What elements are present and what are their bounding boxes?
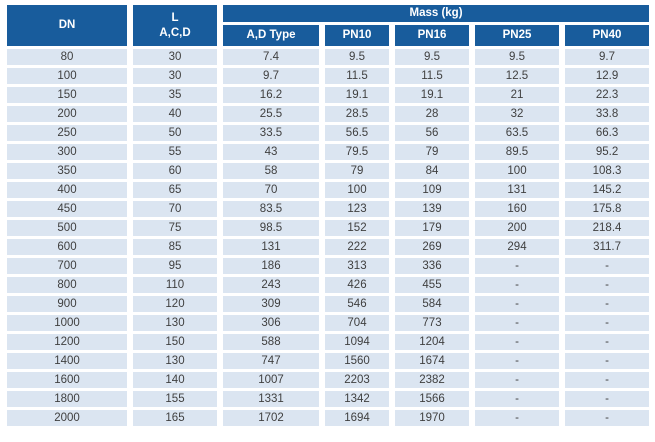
table-row [7,49,649,65]
table-cell: 588 [223,334,319,350]
table-cell: 83.5 [223,201,319,217]
mass-table-body [7,49,649,426]
table-cell: 600 [7,239,127,255]
table-cell: 1200 [7,334,127,350]
table-cell: - [475,334,559,350]
table-cell: 152 [325,220,389,236]
table-row [7,334,649,350]
table-row [7,391,649,407]
table-cell: 160 [475,201,559,217]
table-cell: 22.3 [565,87,649,103]
table-cell: 155 [133,391,217,407]
table-row [7,125,649,141]
table-row [7,87,649,103]
table-cell: 186 [223,258,319,274]
table-cell: 139 [395,201,469,217]
col-header-l-acd [133,5,217,46]
table-cell: 9.5 [395,49,469,65]
table-cell: 50 [133,125,217,141]
table-cell: 25.5 [223,106,319,122]
table-row [7,68,649,84]
table-cell: 60 [133,163,217,179]
table-cell: 7.4 [223,49,319,65]
table-cell: - [475,258,559,274]
table-cell: 80 [7,49,127,65]
table-cell: 1800 [7,391,127,407]
table-row [7,163,649,179]
table-cell: 12.5 [475,68,559,84]
table-cell: 350 [7,163,127,179]
table-cell: 131 [223,239,319,255]
table-cell: 1566 [395,391,469,407]
table-cell: 309 [223,296,319,312]
table-cell: 426 [325,277,389,293]
table-cell: - [565,277,649,293]
table-cell: 218.4 [565,220,649,236]
table-cell: 455 [395,277,469,293]
table-cell: 89.5 [475,144,559,160]
table-cell: 1204 [395,334,469,350]
table-row [7,296,649,312]
table-cell: 179 [395,220,469,236]
table-cell: 9.5 [475,49,559,65]
table-cell: 704 [325,315,389,331]
table-cell: 100 [7,68,127,84]
table-row [7,144,649,160]
table-cell: 65 [133,182,217,198]
table-cell: 19.1 [395,87,469,103]
table-cell: - [565,372,649,388]
table-cell: 123 [325,201,389,217]
table-cell: 55 [133,144,217,160]
table-cell: 1694 [325,410,389,426]
table-cell: 108.3 [565,163,649,179]
table-cell: 313 [325,258,389,274]
table-cell: - [475,296,559,312]
table-cell: 130 [133,315,217,331]
table-cell: 84 [395,163,469,179]
table-cell: 56.5 [325,125,389,141]
table-row [7,106,649,122]
table-cell: 30 [133,68,217,84]
table-cell: 250 [7,125,127,141]
table-cell: - [475,353,559,369]
table-cell: 2000 [7,410,127,426]
table-cell: 1674 [395,353,469,369]
table-cell: 43 [223,144,319,160]
table-cell: 400 [7,182,127,198]
table-cell: 1000 [7,315,127,331]
table-cell: 95.2 [565,144,649,160]
table-cell: 40 [133,106,217,122]
table-cell: - [565,315,649,331]
table-cell: 1094 [325,334,389,350]
table-cell: 11.5 [325,68,389,84]
table-row [7,353,649,369]
table-cell: 800 [7,277,127,293]
table-cell: 500 [7,220,127,236]
col-header-pn10: PN10 [325,25,389,46]
table-cell: 21 [475,87,559,103]
table-cell: 130 [133,353,217,369]
table-cell: 33.8 [565,106,649,122]
table-cell: 56 [395,125,469,141]
table-row [7,315,649,331]
table-cell: 140 [133,372,217,388]
table-cell: 109 [395,182,469,198]
table-cell: 222 [325,239,389,255]
table-cell: 200 [7,106,127,122]
table-cell: 1342 [325,391,389,407]
table-cell: - [565,258,649,274]
table-cell: 35 [133,87,217,103]
table-cell: 32 [475,106,559,122]
col-header-pn40: PN40 [565,25,649,46]
col-header-pn16: PN16 [395,25,469,46]
table-cell: 98.5 [223,220,319,236]
table-row [7,239,649,255]
table-cell: 900 [7,296,127,312]
table-cell: 131 [475,182,559,198]
table-cell: - [565,410,649,426]
table-cell: 70 [223,182,319,198]
table-cell: 95 [133,258,217,274]
col-header-l-line1: L [171,12,179,25]
table-cell: 70 [133,201,217,217]
table-cell: 1560 [325,353,389,369]
table-row [7,277,649,293]
table-row [7,410,649,426]
table-cell: 294 [475,239,559,255]
table-cell: - [565,334,649,350]
table-cell: - [475,391,559,407]
table-cell: 1400 [7,353,127,369]
table-cell: - [475,410,559,426]
table-cell: 145.2 [565,182,649,198]
table-cell: 79.5 [325,144,389,160]
table-cell: 9.5 [325,49,389,65]
table-cell: 546 [325,296,389,312]
table-cell: - [565,296,649,312]
mass-table [1,2,655,429]
table-cell: 1702 [223,410,319,426]
col-group-header-mass: Mass (kg) [223,5,649,22]
table-cell: 11.5 [395,68,469,84]
table-row [7,182,649,198]
table-cell: 66.3 [565,125,649,141]
table-cell: 9.7 [565,49,649,65]
table-cell: 75 [133,220,217,236]
table-cell: 200 [475,220,559,236]
table-cell: 165 [133,410,217,426]
table-cell: 28 [395,106,469,122]
table-row [7,220,649,236]
table-cell: - [565,391,649,407]
table-cell: 79 [395,144,469,160]
table-cell: - [475,277,559,293]
table-cell: 175.8 [565,201,649,217]
table-cell: 1007 [223,372,319,388]
table-cell: 33.5 [223,125,319,141]
table-cell: 336 [395,258,469,274]
table-cell: - [475,372,559,388]
table-cell: 700 [7,258,127,274]
table-cell: 150 [7,87,127,103]
table-cell: 100 [325,182,389,198]
table-cell: 747 [223,353,319,369]
table-cell: 450 [7,201,127,217]
table-cell: 2203 [325,372,389,388]
table-cell: 63.5 [475,125,559,141]
table-cell: 243 [223,277,319,293]
table-cell: 30 [133,49,217,65]
col-header-dn: DN [7,5,127,46]
table-cell: 1331 [223,391,319,407]
table-cell: 28.5 [325,106,389,122]
table-cell: 110 [133,277,217,293]
table-cell: 2382 [395,372,469,388]
mass-table-header [7,5,649,46]
col-header-l-line2: A,C,D [159,26,191,39]
table-cell: 85 [133,239,217,255]
table-cell: 1970 [395,410,469,426]
table-cell: - [565,353,649,369]
table-cell: 300 [7,144,127,160]
col-header-pn25: PN25 [475,25,559,46]
table-cell: 1600 [7,372,127,388]
table-cell: 79 [325,163,389,179]
table-row [7,258,649,274]
table-cell: 269 [395,239,469,255]
table-cell: 100 [475,163,559,179]
table-cell: 306 [223,315,319,331]
table-cell: 773 [395,315,469,331]
table-cell: 9.7 [223,68,319,84]
table-cell: 58 [223,163,319,179]
table-cell: 120 [133,296,217,312]
col-header-ad-type: A,D Type [223,25,319,46]
table-cell: 19.1 [325,87,389,103]
table-cell: - [475,315,559,331]
table-row [7,372,649,388]
table-cell: 16.2 [223,87,319,103]
table-cell: 584 [395,296,469,312]
table-cell: 12.9 [565,68,649,84]
table-cell: 150 [133,334,217,350]
table-row [7,201,649,217]
table-cell: 311.7 [565,239,649,255]
